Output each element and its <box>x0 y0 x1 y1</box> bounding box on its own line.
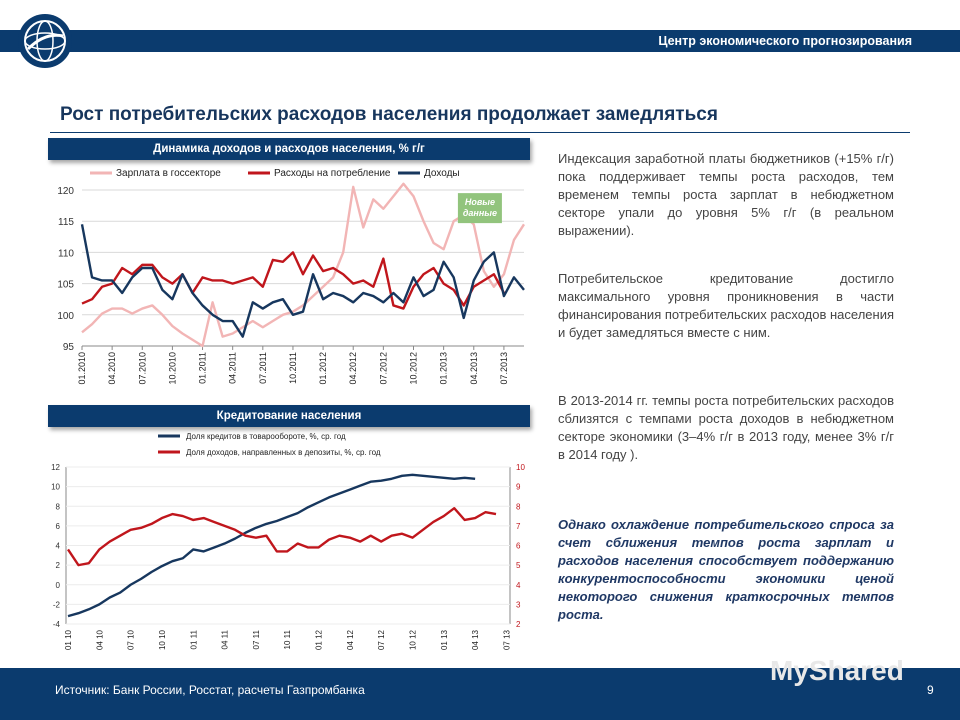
x-tick-label: 07.2011 <box>257 352 268 384</box>
left-tick-label: 4 <box>55 541 60 551</box>
y-tick-label: 115 <box>58 217 74 229</box>
legend-label: Зарплата в госсекторе <box>116 168 221 179</box>
x-tick-label: 10 12 <box>408 630 418 651</box>
gazprombank-logo <box>18 14 72 68</box>
chart2-header: Кредитование населения <box>48 405 530 427</box>
x-tick-label: 01.2013 <box>438 352 449 385</box>
y-tick-label: 110 <box>58 248 74 260</box>
series-line <box>82 252 504 308</box>
new-data-label: данные <box>462 208 497 219</box>
x-tick-label: 01 11 <box>189 630 199 650</box>
left-tick-label: 2 <box>55 561 60 571</box>
title-divider <box>50 132 910 133</box>
x-tick-label: 01.2010 <box>77 352 87 385</box>
paragraph-1: Индексация заработной платы бюджетников (+15% г/г) пока поддерживает темпы роста расходов, тем временем темпы роста зарплат в небюджетном секторе упали до уровня 5% г/г (в реальном выражении). <box>558 151 894 238</box>
right-tick-label: 5 <box>516 561 521 571</box>
x-tick-label: 04.2010 <box>107 352 118 385</box>
org-name: Центр экономического прогнозирования <box>658 34 912 48</box>
left-tick-label: 6 <box>55 521 60 531</box>
series-line <box>82 224 524 336</box>
right-tick-label: 9 <box>516 482 521 492</box>
x-tick-label: 04 12 <box>345 630 355 651</box>
paragraph-2: Потребительское кредитование достигло максимального уровня проникновения в части финансирования потребительских расходов населения и будет замедляться вместе с ним. <box>558 271 894 340</box>
x-tick-label: 10.2010 <box>167 352 178 385</box>
paragraph-4: Однако охлаждение потребительского спроса за счет сближения темпов роста зарплат и расходов населения способствует поддержанию конкурентоспособности экономики ценой некоторого снижения краткосрочных темпов роста. <box>558 517 894 622</box>
right-tick-label: 8 <box>516 502 521 512</box>
x-tick-label: 01.2012 <box>318 352 329 385</box>
y-tick-label: 95 <box>62 342 74 353</box>
y-tick-label: 120 <box>57 186 74 197</box>
source-note: Источник: Банк России, Росстат, расчеты Газпромбанка <box>55 683 365 697</box>
x-tick-label: 01 13 <box>439 630 449 651</box>
x-tick-label: 04 13 <box>471 630 481 651</box>
left-tick-label: 0 <box>55 580 60 590</box>
x-tick-label: 07 10 <box>126 630 136 651</box>
right-tick-label: 6 <box>516 541 521 551</box>
legend-label: Доля кредитов в товарообороте, %, ср. год <box>186 432 346 441</box>
new-data-label: Новые <box>464 197 495 208</box>
left-tick-label: 8 <box>55 502 60 512</box>
x-tick-label: 04 11 <box>220 630 230 650</box>
chart1-header: Динамика доходов и расходов населения, % г/г <box>48 138 530 160</box>
right-tick-label: 4 <box>516 580 521 590</box>
legend-label: Доля доходов, направленных в депозиты, %, ср. год <box>186 448 381 457</box>
watermark: MyShared <box>770 655 904 686</box>
credit-chart <box>40 424 530 664</box>
paragraph-3: В 2013-2014 гг. темпы роста потребительских расходов сблизятся с темпами роста доходов в небюджетном секторе экономики (3–4% г/г в 2013 году, менее 3% г/г в 2014 году ). <box>558 393 894 462</box>
x-tick-label: 10 10 <box>157 630 167 651</box>
series-line <box>68 508 496 565</box>
x-tick-label: 07.2012 <box>378 352 389 385</box>
left-tick-label: -2 <box>52 600 60 610</box>
x-tick-label: 10.2011 <box>287 352 298 384</box>
x-tick-label: 07.2010 <box>137 352 148 385</box>
right-tick-label: 3 <box>516 600 521 610</box>
x-tick-label: 04.2012 <box>348 352 359 385</box>
right-tick-label: 10 <box>516 463 525 472</box>
right-tick-label: 7 <box>516 521 521 531</box>
x-tick-label: 04 10 <box>95 630 105 651</box>
x-tick-label: 07 11 <box>251 630 261 650</box>
right-tick-label: 2 <box>516 620 521 629</box>
x-tick-label: 01.2011 <box>197 352 208 384</box>
globe-icon <box>18 14 72 68</box>
x-tick-label: 10.2012 <box>408 352 419 385</box>
y-tick-label: 105 <box>57 279 74 291</box>
legend-label: Расходы на потребление <box>274 168 391 179</box>
left-tick-label: 12 <box>51 463 60 472</box>
y-tick-label: 100 <box>57 310 74 322</box>
x-tick-label: 01 10 <box>64 630 73 651</box>
x-tick-label: 10 11 <box>283 630 293 650</box>
x-tick-label: 01 12 <box>314 630 324 651</box>
page-title: Рост потребительских расходов населения продолжает замедляться <box>60 104 718 125</box>
x-tick-label: 04.2013 <box>468 352 479 385</box>
income-expense-chart <box>48 162 528 402</box>
legend-label: Доходы <box>424 168 460 179</box>
x-tick-label: 07 13 <box>502 630 512 651</box>
page-number: 9 <box>927 683 934 697</box>
left-tick-label: 10 <box>51 482 60 492</box>
x-tick-label: 07.2013 <box>498 352 509 385</box>
left-tick-label: -4 <box>52 620 60 629</box>
x-tick-label: 07 12 <box>377 630 387 651</box>
x-tick-label: 04.2011 <box>227 352 238 384</box>
